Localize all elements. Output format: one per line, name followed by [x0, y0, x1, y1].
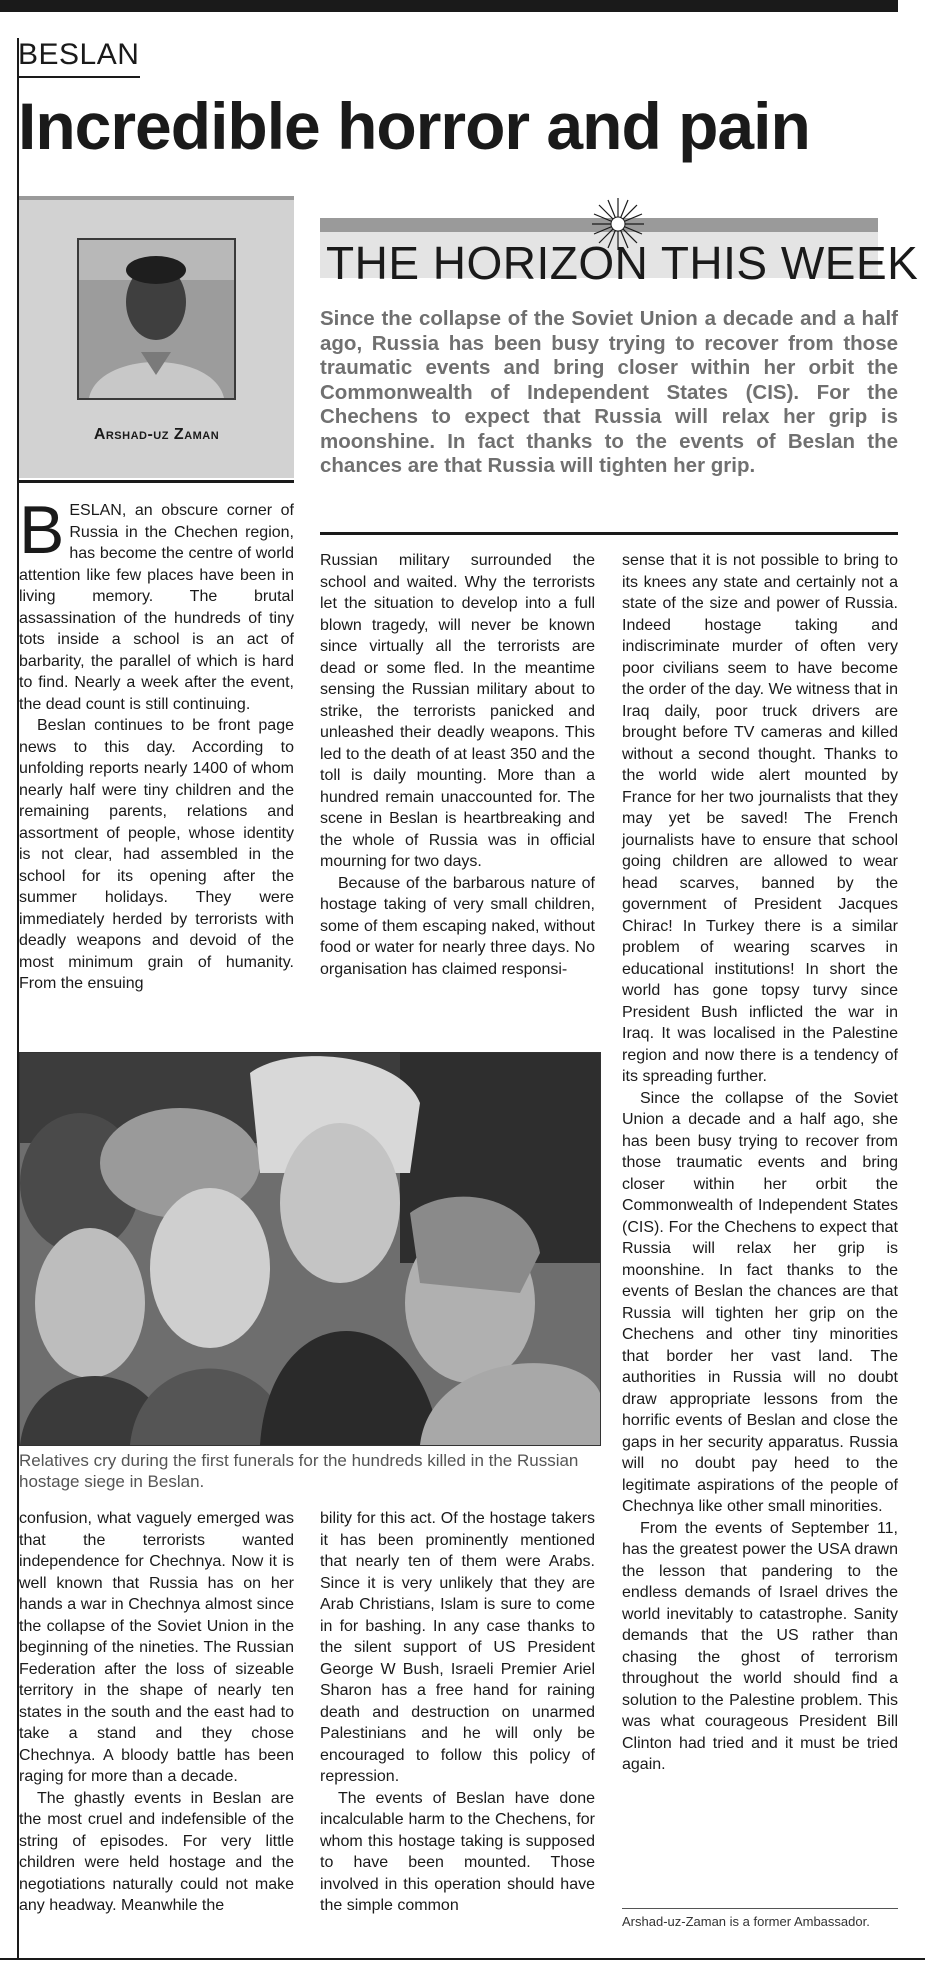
paragraph-text: ESLAN, an obscure corner of Russia in the Chechen region, has become the centre of world attention like few places have been in living memory. The brutal assassination of the hundreds of tiny tots inside a school is an act of barbarity, the parallel of which is hard to find. Nearly a week after the event, the dead count is still continuing. — [19, 502, 294, 713]
author-box — [19, 196, 294, 478]
paragraph — [19, 492, 294, 715]
mourners-image — [20, 1053, 600, 1445]
paragraph: Since the collapse of the Soviet Union a decade and a half ago, she has been busy trying to recover from those traumatic events and bring closer within her orbit the Commonwealth of Independent States (CIS). For the Chechens to expect that Russia will relax her grip is moonshine. In fact thanks to the events of Beslan the chances are that Russia will tighten her grip on the Chechens and other tiny minorities that border her vast land. The authorities in Russia will no doubt draw appropriate lessons from the horrific events of Beslan and close the gaps in her security apparatus. Russia will no doubt pay heed to the legitimate aspirations of the people of Chechnya like other small minorities. — [622, 1089, 898, 1515]
paragraph: From the events of September 11, has the greatest power the USA drawn the lesson that pandering to the endless demands of Israel drives the world inevitably to catastrophe. Sanity demands that the US rather than chasing the ghost of terrorism throughout the world should find a solution to the Palestine problem. This was what courageous President Bill Clinton had tried and it must be tried again. — [622, 1519, 898, 1773]
drop-cap: B — [19, 492, 65, 568]
paragraph: bility for this act. Of the hostage takers it has been prominently mentioned that nearly ten of them were Arabs. Since it is very unlikely that they are Arab Christians, Islam is sure to come in for bashing. In any case thanks to the silent support of US President George W Bush, Israeli Premier Ariel Sharon has a free hand for raining death and destruction on unarmed Palestinians and he will only be encouraged to follow this policy of repression. — [320, 1510, 595, 1785]
bottom-rule — [0, 1958, 925, 1960]
paragraph: Because of the barbarous nature of hostage taking of very small children, some of them escaping naked, without food or water for nearly three days. No organisation has claimed responsi- — [320, 874, 595, 978]
section-label: BESLAN — [18, 38, 140, 71]
portrait-image — [79, 240, 234, 398]
paragraph: confusion, what vaguely emerged was that the terrorists wanted independence for Chechnya. Now it is well known that Russia has on her hands a war in Chechnya almost since the collapse of the Soviet Union in the beginning of the nineties. The Russian Federation after the loss of sizeable territory in the shape of nearly ten states in the south and the east had to take a stand and they chose Chechnya. A bloody battle has been raging for more than a decade. — [19, 1510, 294, 1785]
column-2-top — [320, 550, 595, 980]
paragraph: Russian military surrounded the school and waited. Why the terrorists let the situation to develop into a full blown tragedy, will never be known since virtually all the terrorists are dead or some fled. In the meantime sensing the Russian military about to strike, the terrorists panicked and unleashed their deadly weapons. This led to the death of at least 350 and the toll is daily mounting. More than a hundred remain unaccounted for. The scene in Beslan is heartbreaking and the whole of Russia was in official mourning for two days. — [320, 552, 595, 870]
paragraph: Beslan continues to be front page news to this day. According to unfolding reports nearly 1400 of whom nearly half were tiny children and the remaining parents, relations and assortment of people, whose identity is not clear, had assembled in the school for its opening after the summer holidays. They were immediately herded by terrorists with deadly weapons and devoid of the most minimum grain of humanity. From the ensuing — [19, 717, 294, 992]
column-2-bottom — [320, 1508, 595, 1917]
column-3 — [622, 550, 898, 1776]
paragraph: The ghastly events in Beslan are the most cruel and indefensible of the string of episodes. For very little children were held hostage and the negotiations naturally could not make any headway. Meanwhile the — [19, 1789, 294, 1914]
author-box-rule — [19, 480, 294, 483]
author-photo — [77, 238, 236, 400]
news-photo — [19, 1052, 601, 1446]
footnote-rule — [622, 1908, 898, 1909]
section-underline — [18, 76, 140, 78]
intro-paragraph: Since the collapse of the Soviet Union a decade and a half ago, Russia has been busy trying to recover from those traumatic events and bring closer within her orbit the Commonwealth of Independent States (CIS). For the Chechens to expect that Russia will relax her grip is moonshine. In fact thanks to the events of Beslan the chances are that Russia will tighten her grip. — [320, 307, 898, 477]
top-rule — [0, 0, 898, 12]
starburst-icon — [590, 196, 646, 252]
column-1-top — [19, 492, 294, 995]
headline: Incredible horror and pain — [18, 89, 810, 163]
paragraph: The events of Beslan have done incalculable harm to the Chechens, for whom this hostage taking is supposed to have been mounted. Those involved in this operation should have the simple common — [320, 1789, 595, 1914]
author-name: Arshad-uz Zaman — [93, 426, 220, 443]
intro-rule — [320, 532, 898, 535]
banner-title: THE HORIZON THIS WEEK — [326, 237, 919, 289]
column-1-bottom — [19, 1508, 294, 1917]
paragraph: sense that it is not possible to bring to its knees any state and certainly not a state of the size and power of Russia. Indeed hostage taking and indiscriminate murder of often very poor civilians seem to have become the order of the day. We witness that in Iraq daily, poor truck drivers are brought before TV cameras and killed without a second thought. Thanks to the world wide alert mounted by France for her two journalists that they may yet be saved! The French journalists have to ensure that school going children are allowed to wear head scarves, banned by the government of President Jacques Chirac! In Turkey there is a similar problem of wearing scarves in educational institutions! In short the world has gone topsy turvy since President Bush inflicted the war in Iraq. It was localised in the Palestine region and now there is a tendency of its spreading further. — [622, 552, 898, 1085]
author-footnote: Arshad-uz-Zaman is a former Ambassador. — [622, 1914, 870, 1929]
photo-caption: Relatives cry during the first funerals for the hundreds killed in the Russian hostage siege in Beslan. — [19, 1451, 579, 1491]
